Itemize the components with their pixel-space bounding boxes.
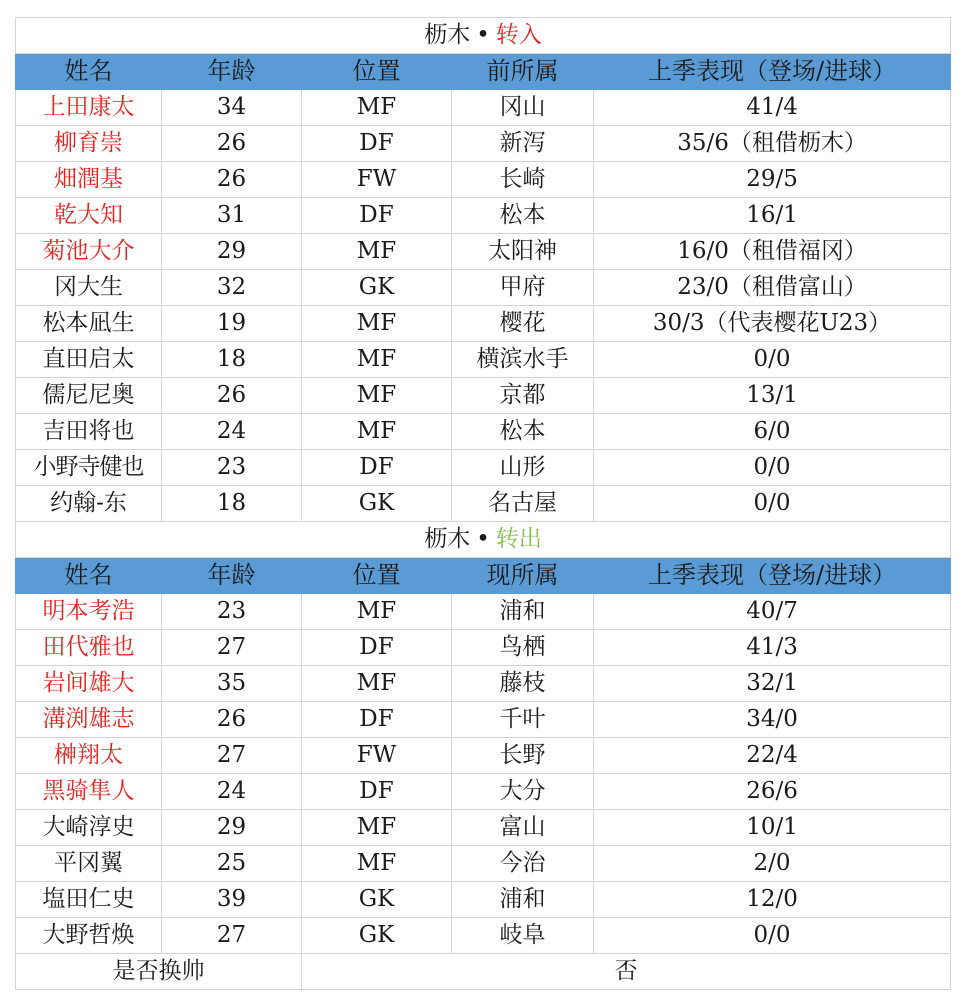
transfer-table-body <box>16 18 951 990</box>
player-last-season: 32/1 <box>594 666 951 702</box>
player-club: 山形 <box>452 450 594 486</box>
player-position: FW <box>302 738 452 774</box>
player-club: 浦和 <box>452 882 594 918</box>
player-position: DF <box>302 450 452 486</box>
player-row <box>16 810 951 846</box>
player-age: 29 <box>162 810 302 846</box>
player-age: 19 <box>162 306 302 342</box>
player-age: 27 <box>162 630 302 666</box>
player-position: GK <box>302 270 452 306</box>
col-header-last-season: 上季表现（登场/进球） <box>594 54 951 90</box>
player-row <box>16 270 951 306</box>
player-position: MF <box>302 234 452 270</box>
player-position: MF <box>302 378 452 414</box>
player-last-season: 41/3 <box>594 630 951 666</box>
player-position: GK <box>302 486 452 522</box>
player-name: 黑骑隼人 <box>16 774 162 810</box>
player-name: 大野哲焕 <box>16 918 162 954</box>
player-age: 23 <box>162 450 302 486</box>
player-position: DF <box>302 630 452 666</box>
player-row <box>16 846 951 882</box>
player-club: 岐阜 <box>452 918 594 954</box>
player-row <box>16 90 951 126</box>
player-last-season: 16/1 <box>594 198 951 234</box>
player-name: 松本凪生 <box>16 306 162 342</box>
player-age: 24 <box>162 774 302 810</box>
player-name: 直田启太 <box>16 342 162 378</box>
player-row <box>16 414 951 450</box>
player-position: MF <box>302 342 452 378</box>
player-name: 田代雅也 <box>16 630 162 666</box>
player-age: 27 <box>162 918 302 954</box>
player-name: 畑潤基 <box>16 162 162 198</box>
player-name: 塩田仁史 <box>16 882 162 918</box>
coach-change-label: 是否换帅 <box>16 954 302 990</box>
player-name: 明本考浩 <box>16 594 162 630</box>
player-row <box>16 630 951 666</box>
player-last-season: 16/0（租借福冈） <box>594 234 951 270</box>
player-club: 千叶 <box>452 702 594 738</box>
player-position: MF <box>302 90 452 126</box>
player-club: 大分 <box>452 774 594 810</box>
player-age: 39 <box>162 882 302 918</box>
col-header-name: 姓名 <box>16 558 162 594</box>
coach-change-row <box>16 954 951 990</box>
player-row <box>16 234 951 270</box>
transfer-in-header-row <box>16 54 951 90</box>
player-last-season: 29/5 <box>594 162 951 198</box>
player-club: 长崎 <box>452 162 594 198</box>
player-last-season: 0/0 <box>594 342 951 378</box>
player-name: 岩间雄大 <box>16 666 162 702</box>
player-club: 浦和 <box>452 594 594 630</box>
player-age: 32 <box>162 270 302 306</box>
player-club: 甲府 <box>452 270 594 306</box>
player-position: GK <box>302 882 452 918</box>
team-name: 枥木 <box>424 526 471 552</box>
player-age: 31 <box>162 198 302 234</box>
transfer-in-title-row <box>16 18 951 54</box>
player-club: 鸟栖 <box>452 630 594 666</box>
player-club: 今治 <box>452 846 594 882</box>
player-club: 富山 <box>452 810 594 846</box>
col-header-last-season: 上季表现（登场/进球） <box>594 558 951 594</box>
player-position: DF <box>302 198 452 234</box>
player-name: 大崎淳史 <box>16 810 162 846</box>
player-row <box>16 378 951 414</box>
player-age: 26 <box>162 162 302 198</box>
player-age: 18 <box>162 486 302 522</box>
player-club: 太阳神 <box>452 234 594 270</box>
player-position: FW <box>302 162 452 198</box>
player-name: 约翰-东 <box>16 486 162 522</box>
player-club: 新泻 <box>452 126 594 162</box>
player-club: 冈山 <box>452 90 594 126</box>
team-name: 枥木 <box>424 22 471 48</box>
player-last-season: 30/3（代表樱花U23） <box>594 306 951 342</box>
player-age: 26 <box>162 126 302 162</box>
player-position: MF <box>302 810 452 846</box>
col-header-name: 姓名 <box>16 54 162 90</box>
transfer-in-title <box>16 18 951 54</box>
col-header-position: 位置 <box>302 558 452 594</box>
player-name: 乾大知 <box>16 198 162 234</box>
col-header-age: 年龄 <box>162 558 302 594</box>
player-name: 柳育崇 <box>16 126 162 162</box>
player-club: 藤枝 <box>452 666 594 702</box>
col-header-previous-club: 前所属 <box>452 54 594 90</box>
player-position: MF <box>302 846 452 882</box>
player-age: 25 <box>162 846 302 882</box>
player-name: 小野寺健也 <box>16 450 162 486</box>
player-age: 29 <box>162 234 302 270</box>
player-last-season: 34/0 <box>594 702 951 738</box>
player-club: 横滨水手 <box>452 342 594 378</box>
player-age: 26 <box>162 702 302 738</box>
transfer-sheet <box>15 17 950 990</box>
player-row <box>16 198 951 234</box>
player-row <box>16 162 951 198</box>
player-club: 名古屋 <box>452 486 594 522</box>
player-age: 34 <box>162 90 302 126</box>
player-last-season: 13/1 <box>594 378 951 414</box>
player-age: 35 <box>162 666 302 702</box>
player-row <box>16 882 951 918</box>
player-row <box>16 666 951 702</box>
player-position: DF <box>302 702 452 738</box>
transfer-out-title <box>16 522 951 558</box>
player-last-season: 23/0（租借富山） <box>594 270 951 306</box>
player-last-season: 2/0 <box>594 846 951 882</box>
player-row <box>16 594 951 630</box>
title-separator: • <box>476 22 490 48</box>
player-last-season: 6/0 <box>594 414 951 450</box>
transfer-out-label: 转出 <box>495 526 542 552</box>
player-row <box>16 774 951 810</box>
player-last-season: 0/0 <box>594 450 951 486</box>
player-row <box>16 738 951 774</box>
player-position: MF <box>302 594 452 630</box>
player-position: DF <box>302 126 452 162</box>
player-name: 平冈翼 <box>16 846 162 882</box>
player-name: 上田康太 <box>16 90 162 126</box>
player-club: 樱花 <box>452 306 594 342</box>
player-age: 18 <box>162 342 302 378</box>
player-age: 24 <box>162 414 302 450</box>
player-club: 松本 <box>452 198 594 234</box>
col-header-age: 年龄 <box>162 54 302 90</box>
player-club: 松本 <box>452 414 594 450</box>
player-name: 榊翔太 <box>16 738 162 774</box>
transfer-in-label: 转入 <box>495 22 542 48</box>
player-club: 京都 <box>452 378 594 414</box>
player-name: 菊池大介 <box>16 234 162 270</box>
player-position: DF <box>302 774 452 810</box>
player-club: 长野 <box>452 738 594 774</box>
player-last-season: 35/6（租借枥木） <box>594 126 951 162</box>
player-row <box>16 342 951 378</box>
player-row <box>16 702 951 738</box>
player-row <box>16 450 951 486</box>
player-last-season: 41/4 <box>594 90 951 126</box>
player-row <box>16 486 951 522</box>
title-separator: • <box>476 526 490 552</box>
player-position: MF <box>302 306 452 342</box>
player-age: 23 <box>162 594 302 630</box>
player-last-season: 10/1 <box>594 810 951 846</box>
col-header-current-club: 现所属 <box>452 558 594 594</box>
player-last-season: 22/4 <box>594 738 951 774</box>
transfer-out-header-row <box>16 558 951 594</box>
player-row <box>16 306 951 342</box>
player-age: 27 <box>162 738 302 774</box>
col-header-position: 位置 <box>302 54 452 90</box>
player-name: 溝渕雄志 <box>16 702 162 738</box>
player-position: GK <box>302 918 452 954</box>
player-name: 儒尼尼奥 <box>16 378 162 414</box>
player-row <box>16 126 951 162</box>
coach-change-value: 否 <box>302 954 951 990</box>
player-position: MF <box>302 666 452 702</box>
transfer-table <box>15 17 951 990</box>
player-last-season: 40/7 <box>594 594 951 630</box>
player-name: 吉田将也 <box>16 414 162 450</box>
player-age: 26 <box>162 378 302 414</box>
player-position: MF <box>302 414 452 450</box>
player-last-season: 0/0 <box>594 918 951 954</box>
transfer-out-title-row <box>16 522 951 558</box>
player-last-season: 0/0 <box>594 486 951 522</box>
player-name: 冈大生 <box>16 270 162 306</box>
player-last-season: 12/0 <box>594 882 951 918</box>
player-row <box>16 918 951 954</box>
player-last-season: 26/6 <box>594 774 951 810</box>
